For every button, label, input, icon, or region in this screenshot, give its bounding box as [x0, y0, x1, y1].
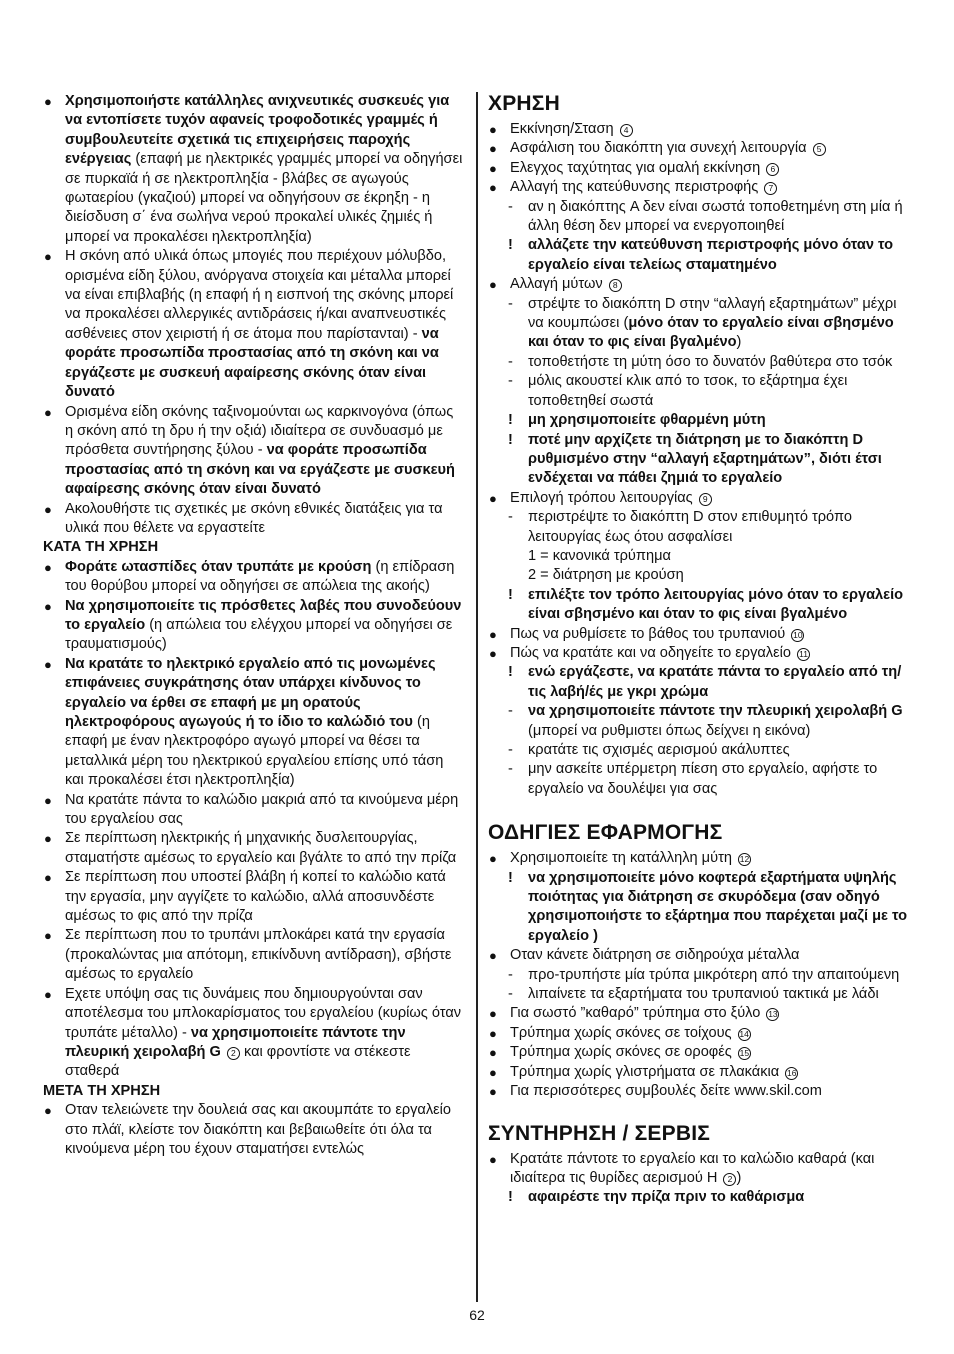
figure-reference: 13	[768, 1009, 778, 1020]
bullet-item	[488, 139, 913, 158]
text-run: μόνο όταν το εργαλείο είναι σβησμένο και όταν το φις είναι βγαλμένο	[528, 315, 894, 351]
bullet-item	[43, 597, 465, 655]
bullet-marker: ●	[489, 490, 497, 506]
figure-reference: 5	[813, 143, 826, 156]
text-run: προ-τρυπήστε μία τρύπα μικρότερη από την απαιτούμενη	[528, 966, 900, 983]
bullet-marker: ●	[489, 1151, 497, 1167]
bullet-marker: ●	[489, 180, 497, 196]
dash-marker: -	[508, 509, 513, 526]
text-run: (μπορεί να ρυθμιστει όπως δείχνει η εικόνα)	[528, 722, 811, 739]
section-heading	[488, 821, 913, 845]
bullet-marker: ●	[44, 870, 52, 886]
bullet-marker: ●	[44, 831, 52, 847]
subheading	[43, 538, 465, 557]
text-run: Πως να ρυθμίσετε το βάθος του τρυπανιού	[510, 625, 786, 642]
bullet-marker: ●	[44, 986, 52, 1002]
bullet-marker: ●	[489, 277, 497, 293]
figure-reference: 11	[797, 648, 810, 661]
bullet-item	[488, 1004, 913, 1023]
dash-marker: -	[508, 742, 513, 758]
dash-marker: -	[508, 295, 513, 312]
bullet-item	[43, 985, 465, 1082]
warning-marker: !	[508, 431, 513, 448]
text-run: ΚΑΤΑ ΤΗ ΧΡΗΣΗ	[43, 539, 159, 556]
bullet-item	[488, 644, 913, 663]
text-run: Τρύπημα χωρίς σκόνες σε οροφές	[510, 1044, 732, 1061]
text-run: επιλέξτε τον τρόπο λειτουργίας μόνο όταν το εργαλείο είναι σβησμένο και όταν το φις είναι βγαλμένο	[528, 586, 904, 623]
figure-reference: 8	[609, 279, 622, 292]
text-run: να χρησιμοποιείτε πάντοτε την πλευρική χειρολαβή G	[528, 703, 903, 720]
warning-item	[488, 431, 913, 489]
bullet-marker: ●	[489, 1045, 497, 1061]
bullet-item	[488, 120, 913, 139]
warning-marker: !	[508, 586, 513, 603]
figure-reference: 2	[723, 1173, 736, 1186]
dash-item	[488, 985, 913, 1004]
text-run: (η απώλεια του ελέγχου μπορεί να οδηγήσει σε τραυματισμούς)	[65, 616, 453, 653]
page-number: 62	[469, 1307, 485, 1323]
dash-item	[488, 966, 913, 985]
text-run: αν η διακόπτης A δεν είναι σωστά τοποθετημένη στη μία ή άλλη θέση δεν μπορεί να ενεργοποιηθεί	[528, 198, 903, 235]
column-divider	[476, 92, 478, 1302]
text-run: Ελεγχος ταχύτητας για ομαλή εκκίνηση	[510, 159, 761, 176]
bullet-marker: ●	[489, 1084, 497, 1100]
section-heading	[488, 1122, 913, 1146]
text-run: Να κρατάτε το ηλεκτρικό εργαλείο από τις μονωμένες επιφάνειες συγκράτησης όταν υπάρχει κίνδυνος το εργαλείο να έρθει σε επαφή με μη ορατούς ηλεκτροφόρους αγωγούς ή το ίδιο το καλώδιό του	[65, 655, 436, 730]
bullet-item	[488, 275, 913, 294]
text-run: Τρύπημα χωρίς σκόνες σε τοίχους	[510, 1024, 732, 1041]
warning-item	[488, 586, 913, 625]
text-run: Για περισσότερες συμβουλές δείτε www.skil.com	[510, 1083, 822, 1100]
bullet-marker: ●	[44, 792, 52, 808]
text-run: Χρησιμοποιείτε τη κατάλληλη μύτη	[510, 850, 732, 867]
text-run: Κρατάτε πάντοτε το εργαλείο και το καλώδιο καθαρά (και ιδιαίτερα τις θυρίδες αερισμού H	[510, 1150, 875, 1186]
bullet-item	[488, 1043, 913, 1062]
text-run: μην ασκείτε υπέρμετρη πίεση στο εργαλείο, αφήστε το εργαλείο να δουλέψει για σας	[528, 761, 878, 797]
bullet-item	[43, 92, 465, 247]
figure-reference: 7	[764, 182, 777, 195]
text-run: Τρύπημα χωρίς γλιστρήματα σε πλακάκια	[510, 1063, 780, 1080]
figure-reference: 2	[227, 1047, 240, 1060]
text-run: Σε περίπτωση που υποστεί βλάβη ή κοπεί το καλώδιο κατά την εργασία, μην αγγίζετε το καλώδιο, αλλά αποσυνδέστε αμέσως το φις από την πρίζα	[65, 869, 446, 925]
figure-reference: 4	[620, 124, 633, 137]
bullet-item	[488, 1063, 913, 1082]
bullet-item	[488, 178, 913, 197]
dash-marker: -	[508, 761, 513, 778]
dash-marker: -	[508, 373, 513, 390]
dash-item	[488, 741, 913, 760]
dash-item	[488, 295, 913, 353]
text-run: Αλλαγή μύτων	[510, 276, 603, 293]
text-run: ΧΡΗΣΗ	[488, 92, 560, 115]
text-run: (επαφή με ηλεκτρικές γραμμές μπορεί να οδηγήσει σε πυρκαϊά ή σε ηλεκτροπληξία - βλάβες σε αγωγούς φωταερίου (γκαζιού) μπορεί να οδηγήσουν σε έκρηξη - η διείσδυση σ΄ ένα σωλήνα νερού προκαλεί υλικές ζημιές ή μπορεί να προκαλέσει ηλεκτροπληξία)	[65, 151, 463, 245]
bullet-item	[43, 655, 465, 791]
warning-marker: !	[508, 1189, 513, 1206]
text-run: Αλλαγή της κατεύθυνσης περιστροφής	[510, 179, 759, 196]
warning-item	[488, 663, 913, 702]
subheading	[43, 1082, 465, 1101]
dash-item	[488, 353, 913, 372]
dash-marker: -	[508, 986, 513, 1003]
bullet-marker: ●	[489, 160, 497, 176]
right-column	[488, 92, 913, 1208]
dash-item	[488, 702, 913, 741]
text-run: να χρησιμοποιείτε πάντοτε την πλευρική χειρολαβή G	[65, 1024, 406, 1060]
text-run: Εκκίνηση/Σταση	[510, 121, 614, 137]
dash-marker: -	[508, 353, 513, 370]
text-run: τοποθετήστε τη μύτη όσο το δυνατόν βαθύτερα στο τσόκ	[528, 353, 893, 370]
figure-reference: 16	[787, 1067, 797, 1078]
text-run: Να χρησιμοποιείτε τις πρόσθετες λαβές που συνοδεύουν το εργαλείο	[65, 597, 462, 633]
text-run: ΜΕΤΑ ΤΗ ΧΡΗΣΗ	[43, 1082, 161, 1099]
figure-reference: 14	[739, 1028, 749, 1039]
text-run: μη χρησιμοποιείτε φθαρμένη μύτη	[528, 412, 766, 429]
text-run: λιπαίνετε τα εξαρτήματα του τρυπανιού τακτικά με λάδι	[528, 986, 879, 1003]
bullet-item	[43, 829, 465, 868]
figure-reference: 10	[793, 629, 803, 640]
text-run: Οταν κάνετε διάτρηση σε σιδηρούχα μέταλλα	[510, 947, 800, 964]
bullet-item	[488, 1024, 913, 1043]
bullet-item	[43, 558, 465, 597]
bullet-item	[488, 489, 913, 508]
bullet-item	[43, 868, 465, 926]
dash-item	[488, 508, 913, 547]
text-run: και φροντίστε να στέκεστε σταθερά	[65, 1043, 411, 1080]
text-run: Για σωστό ”καθαρό” τρύπημα στο ξύλο	[510, 1005, 761, 1022]
text-run: αφαιρέστε την πρίζα πριν το καθάρισμα	[528, 1189, 805, 1206]
text-run: ΣΥΝΤΗΡΗΣΗ / ΣΕΡΒΙΣ	[488, 1121, 711, 1145]
bullet-marker: ●	[44, 1103, 52, 1119]
bullet-item	[43, 791, 465, 830]
indented-line	[488, 547, 913, 566]
figure-reference: 6	[766, 163, 779, 176]
text-run: Χρησιμοποιήστε κατάλληλες ανιχνευτικές συσκευές για να εντοπίσετε τυχόν αφανείς τροφοδοτικές γραμμές ή συμβουλευτείτε σχετικά τις επιχειρήσεις παροχής ενέργειας	[65, 93, 450, 168]
bullet-marker: ●	[489, 626, 497, 642]
bullet-marker: ●	[44, 404, 52, 420]
text-run: Φοράτε ωτασπίδες όταν τρυπάτε με κρούση	[65, 558, 372, 575]
text-run: )	[736, 1169, 742, 1186]
warning-item	[488, 236, 913, 275]
text-run: Οταν τελειώνετε την δουλειά σας και ακουμπάτε το εργαλείο στο πλάϊ, κλείστε τον διακόπτη και βεβαιωθείτε ότι όλα τα κινούμενα μέρη του έχουν σταματήσει εντελώς	[65, 1102, 452, 1157]
bullet-item	[43, 403, 465, 500]
bullet-item	[488, 625, 913, 644]
figure-reference: 9	[699, 493, 712, 506]
warning-item	[488, 869, 913, 947]
warning-item	[488, 1188, 913, 1207]
text-run: (η επαφή με έναν ηλεκτροφόρο αγωγό μπορεί να θέσει τα μεταλλικά μέρη του ηλεκτρικού εργαλείου επίσης υπό τάση και προκαλέσει έτσι ηλεκτροπληξία)	[65, 714, 444, 789]
figure-reference: 12	[739, 854, 750, 865]
dash-marker: -	[508, 198, 513, 215]
bullet-marker: ●	[489, 1064, 497, 1080]
figure-reference: 15	[739, 1048, 750, 1059]
text-run: 2 = διάτρηση με κρούση	[528, 567, 684, 584]
bullet-marker: ●	[44, 559, 52, 575]
bullet-item	[488, 946, 913, 965]
bullet-item	[488, 1082, 913, 1101]
text-run: Ασφάλιση του διακόπτη για συνεχή λειτουργία	[510, 140, 807, 157]
left-column	[43, 92, 465, 1159]
text-run: )	[736, 334, 742, 351]
text-run: ΟΔΗΓΙΕΣ ΕΦΑΡΜΟΓΗΣ	[488, 821, 723, 845]
text-run: Η σκόνη από υλικά όπως μπογιές που περιέχουν μόλυβδο, ορισμένα είδη ξύλου, ανόργανα στοιχεία και μέταλλα μπορεί να είναι επιβλαβής (η επαφή ή η εισπνοή της σκόνης μπορεί να προκαλέσει αλλεργικές αντιδράσεις ή/και αναπνευστικές ασθένειες στον χειριστή ή σε άτομα που παρίστανται) -	[65, 248, 454, 342]
bullet-item	[43, 247, 465, 402]
dash-item	[488, 760, 913, 799]
bullet-marker: ●	[44, 598, 52, 614]
bullet-marker: ●	[489, 141, 497, 157]
text-run: ποτέ μην αρχίζετε τη διάτρηση με το διακόπτη D ρυθμισμένο στην “αλλαγή εξαρτημάτων”, διότι έτσι ενδέχεται να πάθει ζημιά το εργαλείο	[528, 431, 882, 487]
text-run: Να κρατάτε πάντα το καλώδιο μακριά από τα κινούμενα μέρη του εργαλείου σας	[65, 791, 459, 828]
text-run: Επιλογή τρόπου λειτουργίας	[510, 489, 693, 506]
text-run: 1 = κανονικά τρύπημα	[528, 547, 671, 564]
dash-marker: -	[508, 966, 513, 983]
bullet-marker: ●	[44, 501, 52, 517]
warning-item	[488, 411, 913, 430]
bullet-item	[43, 1101, 465, 1159]
bullet-marker: ●	[489, 645, 497, 661]
bullet-marker: ●	[489, 1006, 497, 1022]
text-run: Πώς να κρατάτε και να οδηγείτε το εργαλείο	[510, 644, 791, 661]
warning-marker: !	[508, 412, 513, 429]
text-run: στρέψτε το διακόπτη D στην “αλλαγή εξαρτημάτων” μέχρι να κουμπώσει (	[528, 295, 897, 332]
bullet-item	[43, 500, 465, 539]
bullet-marker: ●	[44, 94, 52, 109]
warning-marker: !	[508, 869, 513, 886]
indented-line	[488, 566, 913, 585]
text-run: (η επίδραση του θορύβου μπορεί να οδηγήσει σε απώλεια της ακοής)	[65, 558, 455, 595]
dash-item	[488, 198, 913, 237]
text-run: ενώ εργάζεστε, να κρατάτε πάντα το εργαλείο από τη/τις λαβή/ές με γκρι χρώμα	[528, 664, 902, 700]
warning-marker: !	[508, 237, 513, 254]
bullet-marker: ●	[44, 928, 52, 944]
bullet-marker: ●	[44, 249, 52, 265]
bullet-marker: ●	[44, 656, 52, 672]
text-run: Ορισμένα είδη σκόνης ταξινομούνται ως καρκινογόνα (όπως η σκόνη από τη δρυ ή την οξιά) ιδιαίτερα σε συνδυασμό με πρόσθετα συντήρησης ξύλου -	[65, 403, 454, 459]
text-run: κρατάτε τις σχισμές αερισμού ακάλυπτες	[528, 742, 790, 758]
text-run: να χρησιμοποιείτε μόνο κοφτερά εξαρτήματα υψηλής ποιότητας για διάτρηση σε σκυρόδεμα (σαν οδηγό χρησιμοποιήστε το εξάρτημα που παρέχεται μαζί με το εργαλείο )	[528, 869, 908, 944]
bullet-item	[488, 849, 913, 868]
text-run: Σε περίπτωση που το τρυπάνι μπλοκάρει κατά την εργασία (προκαλώντας μια απότομη, επικίνδυνη αντίδραση), σβήστε αμέσως το εργαλείο	[65, 927, 452, 983]
bullet-marker: ●	[489, 851, 497, 867]
text-run: περιστρέψτε το διακόπτη D στον επιθυμητό τρόπο λειτουργίας έως ότου ασφαλίσει	[528, 509, 852, 545]
warning-marker: !	[508, 664, 513, 681]
text-run: αλλάζετε την κατεύθυνση περιστροφής μόνο όταν το εργαλείο είναι τελείως σταματημένο	[528, 237, 894, 273]
text-run: Σε περίπτωση ηλεκτρικής ή μηχανικής δυσλειτουργίας, σταματήστε αμέσως το εργαλείο και βγάλτε το από την πρίζα	[65, 830, 457, 866]
text-run: να φοράτε προσωπίδα προστασίας από τη σκόνη και να εργάζεστε με συσκευή αφαίρεσης σκόνης όταν είναι δυνατό	[65, 325, 439, 401]
bullet-item	[43, 926, 465, 984]
text-run: να φοράτε προσωπίδα προστασίας από τη σκόνη και να εργάζεστε με συσκευή αφαίρεσης σκόνης όταν είναι δυνατό	[65, 442, 455, 498]
text-run: μόλις ακουστεί κλικ από το τσοκ, το εξάρτημα έχει τοποθετηθεί σωστά	[528, 373, 848, 409]
bullet-marker: ●	[489, 122, 497, 137]
bullet-item	[488, 1150, 913, 1189]
dash-item	[488, 372, 913, 411]
bullet-marker: ●	[489, 1025, 497, 1041]
text-run: Ακολουθήστε τις σχετικές με σκόνη εθνικές διατάξεις για τα υλικά που θέλετε να εργαστείτε	[65, 500, 443, 536]
section-heading	[488, 92, 913, 116]
text-run: Εχετε υπόψη σας τις δυνάμεις που δημιουργούνται σαν αποτέλεσμα του μπλοκαρίσματος του εργαλείου (κυρίως όταν τρυπάτε μέταλλο) -	[65, 985, 462, 1041]
dash-marker: -	[508, 703, 513, 720]
bullet-marker: ●	[489, 948, 497, 964]
bullet-item	[488, 159, 913, 178]
